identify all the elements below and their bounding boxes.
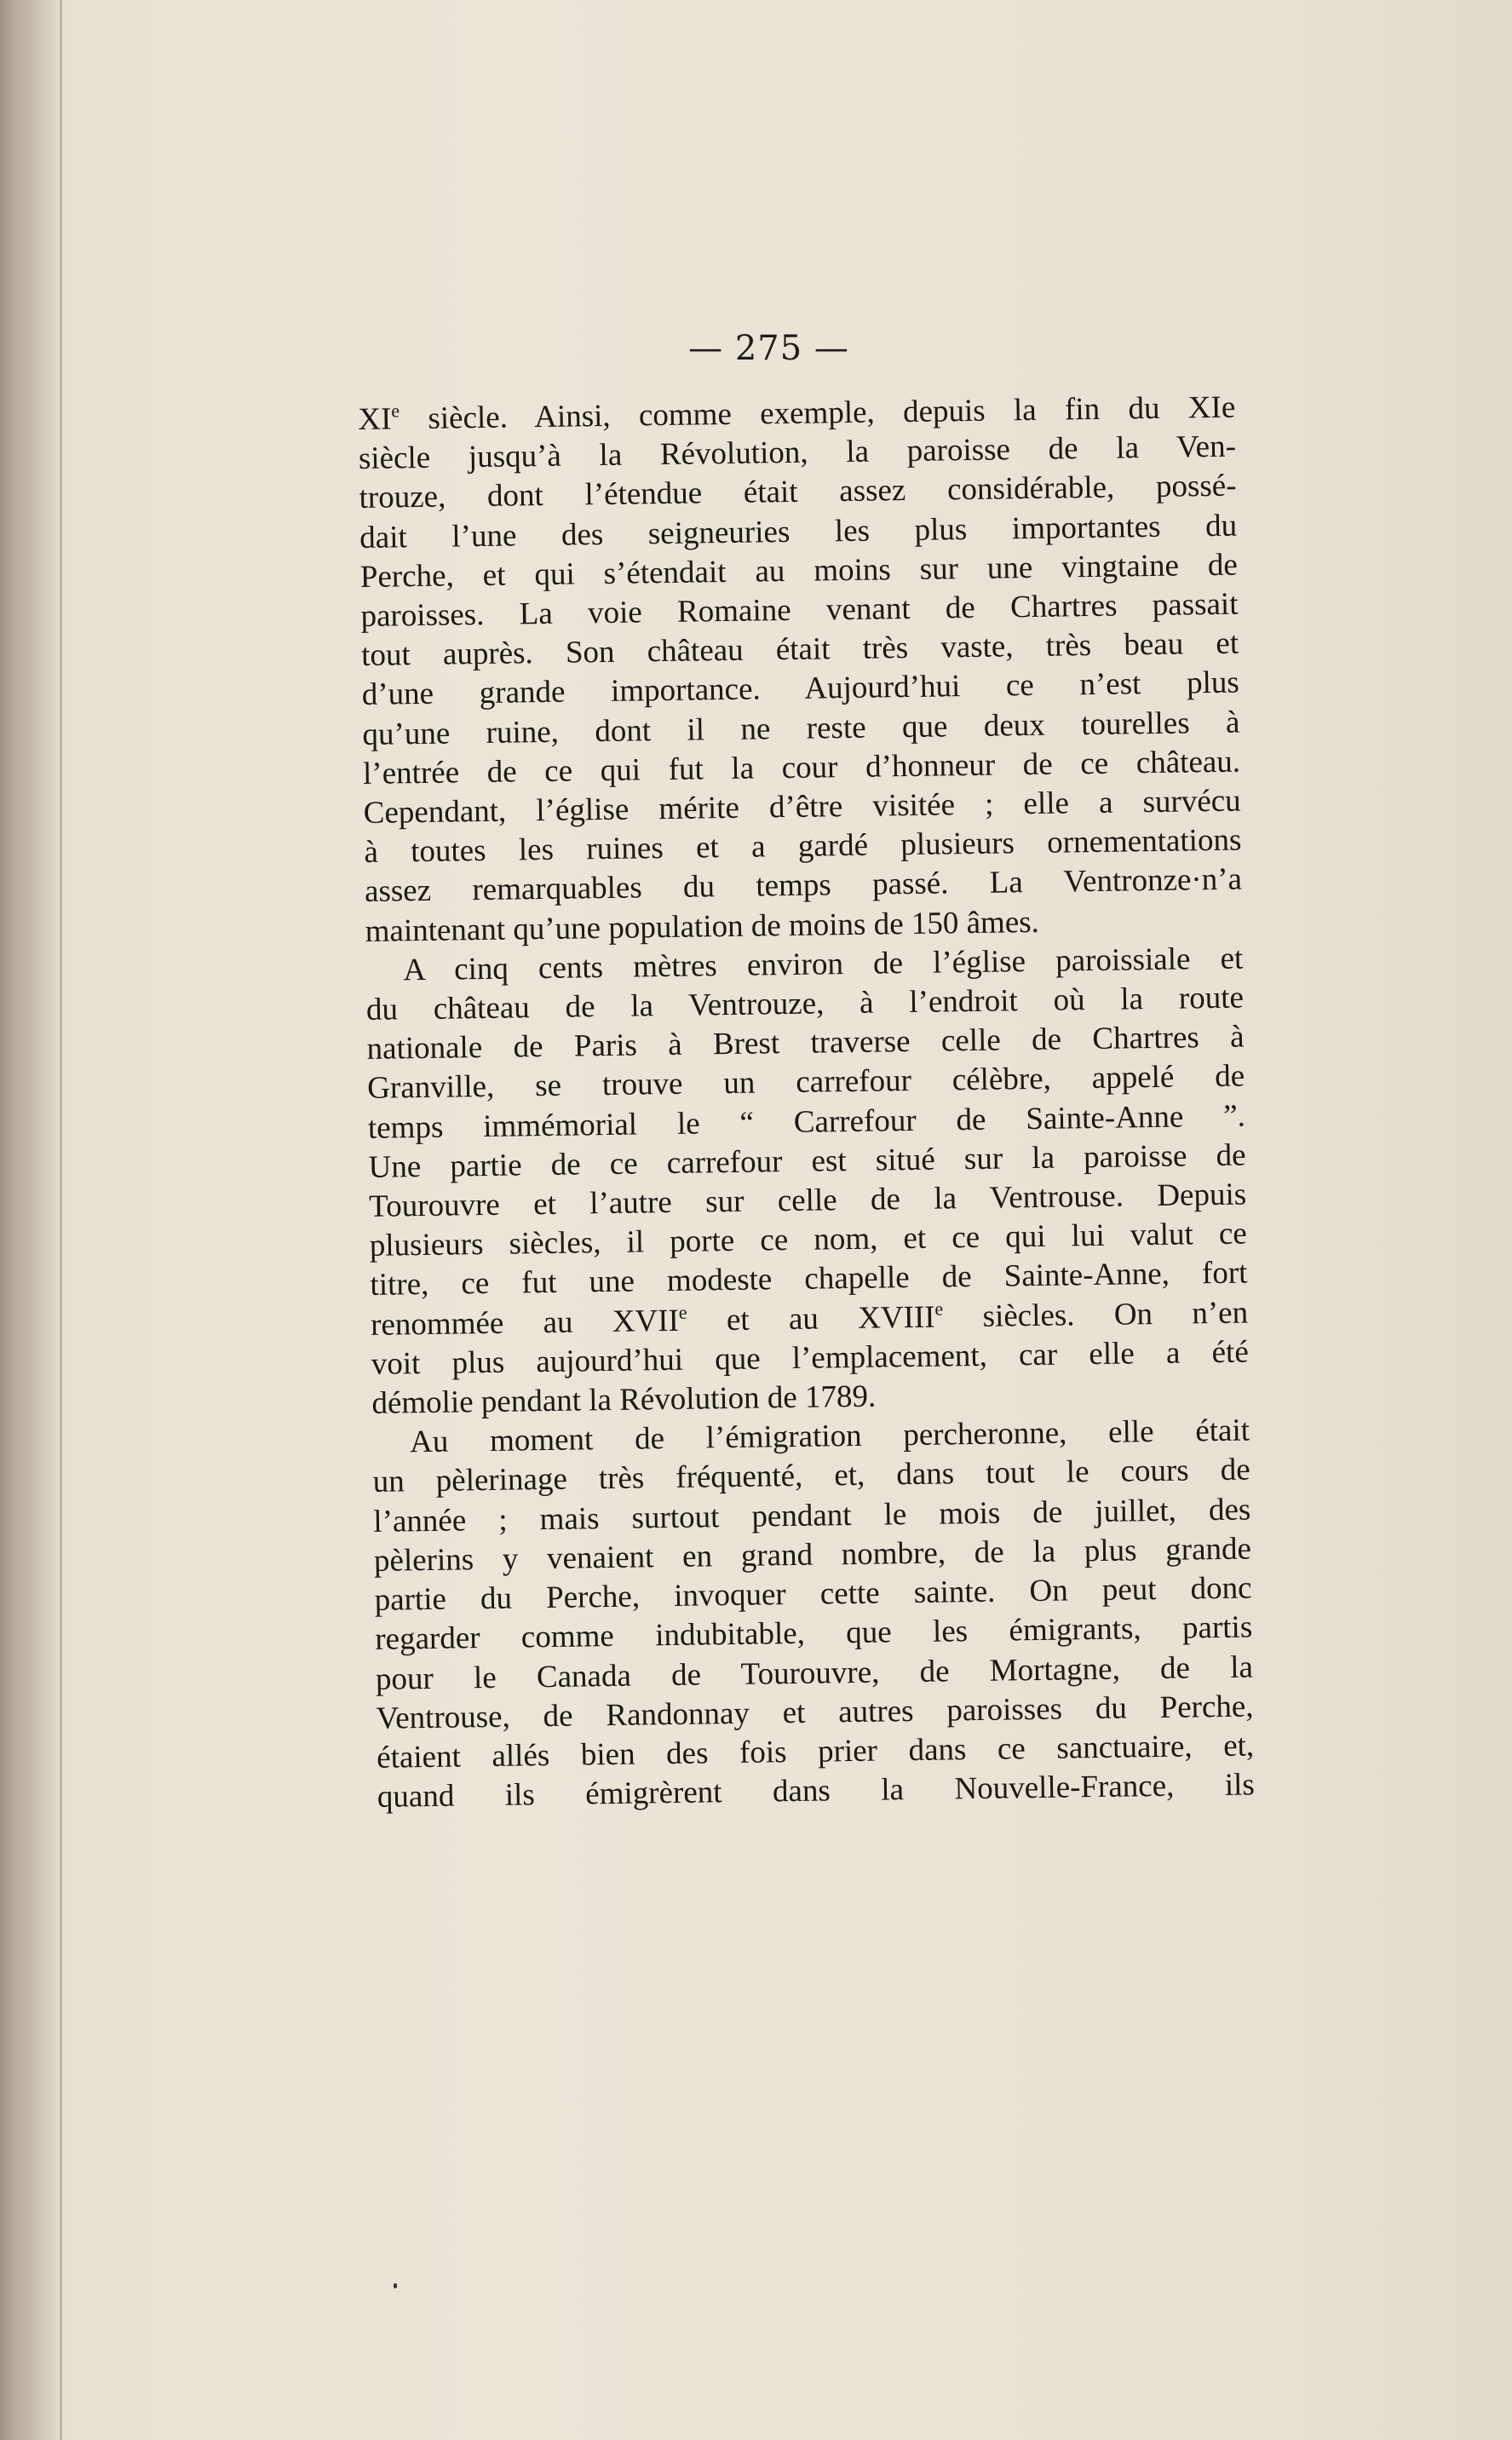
text-line: du château de la Ventrouze, à l’endroit où la route <box>365 980 1245 1027</box>
text-line: maintenant qu’une population de moins de 150 âmes. <box>365 904 1040 949</box>
text-line: plusieurs siècles, il porte ce nom, et ce qui lui valut ce <box>369 1216 1248 1264</box>
text-line: l’année ; mais surtout pendant le mois de juillet, des <box>373 1492 1251 1539</box>
superscript: e <box>391 400 400 422</box>
text-line: un pèlerinage très fréquenté, et, dans tout le cours de <box>372 1452 1250 1500</box>
text-fragment: renommée au XVII <box>370 1303 680 1343</box>
text-line: assez remarquables du temps passé. La Ventronze·n’a <box>364 862 1243 910</box>
text-line: nationale de Paris à Brest traverse celle de Chartres à <box>366 1019 1245 1068</box>
text-line: Perche, et qui s’étendait au moins sur une vingtaine de <box>359 547 1239 595</box>
text-line: d’une grande importance. Aujourd’hui ce n’est plus <box>361 665 1240 713</box>
text-line: Tourouvre et l’autre sur celle de la Ventrouse. Depuis <box>368 1177 1247 1224</box>
body-text <box>358 388 1255 1818</box>
text-line: paroisses. La voie Romaine venant de Chartres passait <box>360 586 1239 634</box>
text-line: l’entrée de ce qui fut la cour d’honneur de ce château. <box>362 744 1241 791</box>
text-line: Au moment de l’émigration percheronne, elle était <box>409 1413 1250 1460</box>
text-fragment: siècles. On n’en <box>943 1295 1249 1335</box>
text-line: étaient allés bien des fois prier dans ce sanctuaire, et, <box>376 1728 1255 1775</box>
text-line: Granville, se trouve un carrefour célèbre, appelé de <box>366 1058 1245 1107</box>
text-line: titre, ce fut une modeste chapelle de Sainte-Anne, fort <box>370 1255 1248 1303</box>
text-line: regarder comme indubitable, que les émigrants, partis <box>375 1609 1253 1658</box>
text-line: partie du Perche, invoquer cette sainte. On peut donc <box>374 1570 1252 1618</box>
text-line: voit plus aujourd’hui que l’emplacement, car elle a été <box>371 1334 1249 1382</box>
text-line: Ventrouse, de Randonnay et autres paroisses du Perche, <box>376 1689 1254 1736</box>
text-line: siècle jusqu’à la Révolution, la paroisse de la Ven- <box>358 429 1237 477</box>
text-line: démolie pendant la Révolution de 1789. <box>371 1378 877 1421</box>
superscript: e <box>934 1298 944 1320</box>
text-fragment: siècle. Ainsi, comme exemple, depuis la fin du XIe <box>399 389 1236 437</box>
text-line: temps immémorial le “ Carrefour de Sainte-Anne ”. <box>367 1098 1246 1146</box>
text-line: Une partie de ce carrefour est situé sur la paroisse de <box>368 1137 1246 1185</box>
text-line: Cependant, l’église mérite d’être visitée ; elle a survécu <box>363 783 1241 831</box>
text-line: A cinq cents mètres environ de l’église paroissiale et <box>403 941 1244 988</box>
text-fragment: XI <box>358 401 392 437</box>
text-line: pour le Canada de Tourouvre, de Mortagne, de la <box>375 1649 1254 1697</box>
text-line: dait l’une des seigneuries les plus importantes du <box>359 508 1238 555</box>
ink-speck <box>394 2283 397 2288</box>
text-line: qu’une ruine, dont il ne reste que deux tourelles à <box>362 705 1240 752</box>
text-line: trouze, dont l’étendue était assez considérable, possé- <box>359 469 1237 516</box>
text-line: pèlerins y venaient en grand nombre, de la plus grande <box>373 1531 1252 1579</box>
text-line: à toutes les ruines et a gardé plusieurs ornementations <box>364 822 1242 871</box>
text-line: quand ils émigrèrent dans la Nouvelle-France, ils <box>377 1767 1256 1815</box>
text-fragment: et au XVIII <box>687 1299 935 1338</box>
page-number: — 275 — <box>688 329 849 368</box>
superscript: e <box>678 1301 687 1323</box>
text-line: tout auprès. Son château était très vaste, très beau et <box>360 625 1239 674</box>
